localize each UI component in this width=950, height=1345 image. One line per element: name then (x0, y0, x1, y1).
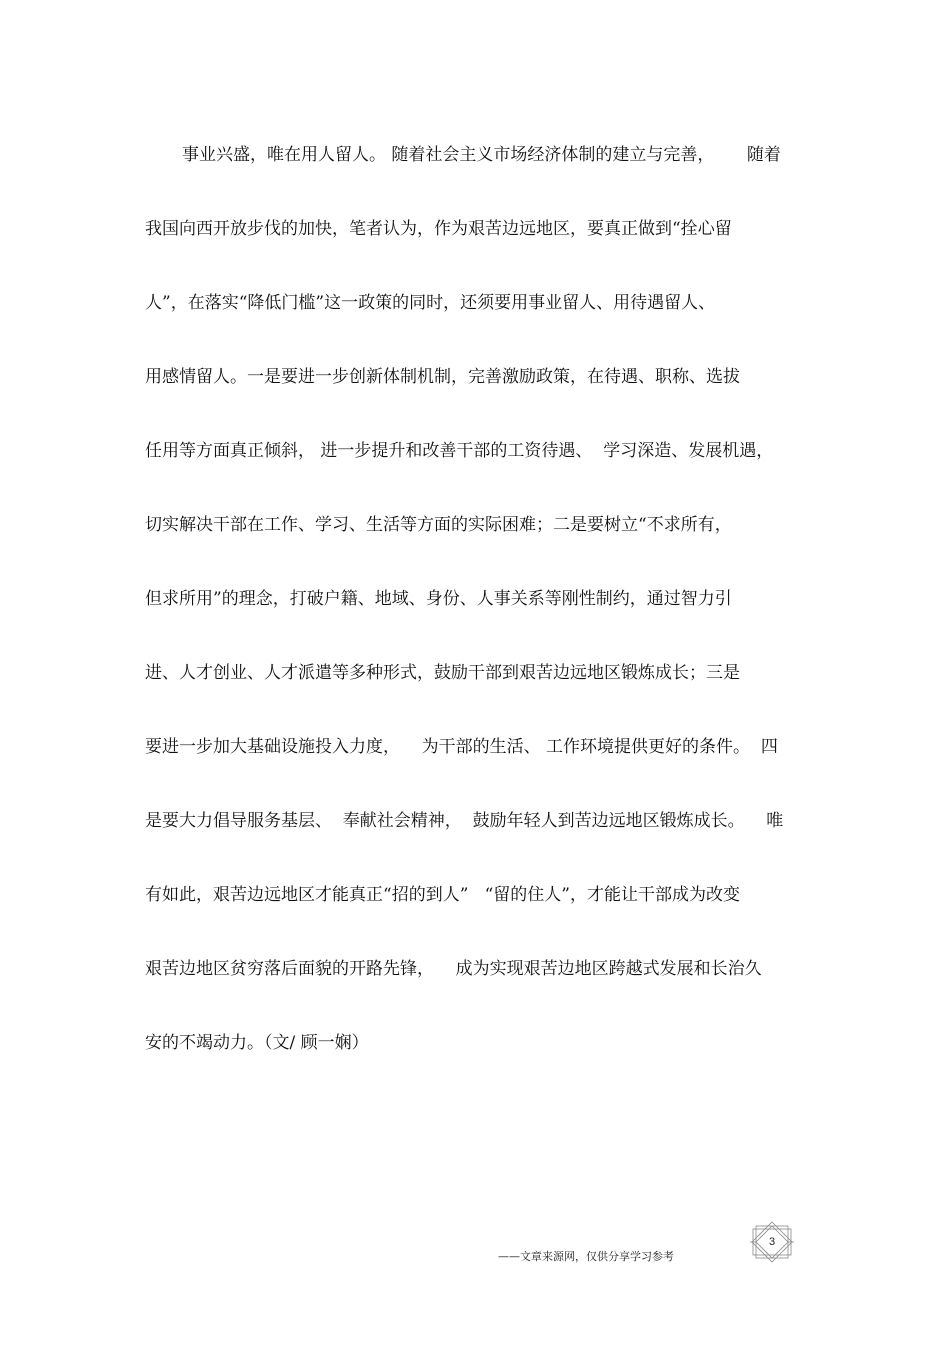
source-footnote: ——文章来源网，仅供分享学习参考 (498, 1250, 674, 1263)
paragraph-line-2: 我国向西开放步伐的加快，笔者认为，作为艰苦边远地区，要真正做到“拴心留 (145, 219, 732, 239)
paragraph-line-8: 进、人才创业、人才派遣等多种形式，鼓励干部到艰苦边远地区锻炼成长；三是 (145, 663, 740, 683)
paragraph-line-11: 有如此，艰苦边远地区才能真正“招的到人” “留的住人”，才能让干部成为改变 (145, 885, 740, 905)
paragraph-line-13: 安的不竭动力。（文/ 顾一娴） (145, 1033, 369, 1053)
paragraph-line-5: 任用等方面真正倾斜， 进一步提升和改善干部的工资待遇、 学习深造、发展机遇， (145, 441, 774, 461)
paragraph-line-6: 切实解决干部在工作、学习、生活等方面的实际困难；二是要树立“不求所有， (145, 515, 732, 535)
paragraph-line-10: 是要大力倡导服务基层、 奉献社会精神， 鼓励年轻人到苦边远地区锻炼成长。 唯 (145, 811, 784, 831)
paragraph-line-9: 要进一步加大基础设施投入力度， 为干部的生活、 工作环境提供更好的条件。 四 (145, 737, 778, 757)
paragraph-line-1: 事业兴盛，唯在用人留人。 随着社会主义市场经济体制的建立与完善， 随着 (182, 145, 781, 165)
paragraph-line-4: 用感情留人。一是要进一步创新体制机制，完善激励政策，在待遇、职称、选拔 (145, 367, 740, 387)
paragraph-line-7: 但求所用”的理念，打破户籍、地域、身份、人事关系等刚性制约，通过智力引 (145, 589, 732, 609)
body-paragraph (145, 140, 815, 1102)
page-number: 3 (768, 1236, 776, 1248)
paragraph-line-3: 人”，在落实“降低门槛”这一政策的同时，还须要用事业留人、用待遇留人、 (145, 293, 716, 313)
page-number-badge (748, 1220, 796, 1264)
paragraph-line-12: 艰苦边地区贫穷落后面貌的开路先锋， 成为实现艰苦边地区跨越式发展和长治久 (145, 959, 762, 979)
